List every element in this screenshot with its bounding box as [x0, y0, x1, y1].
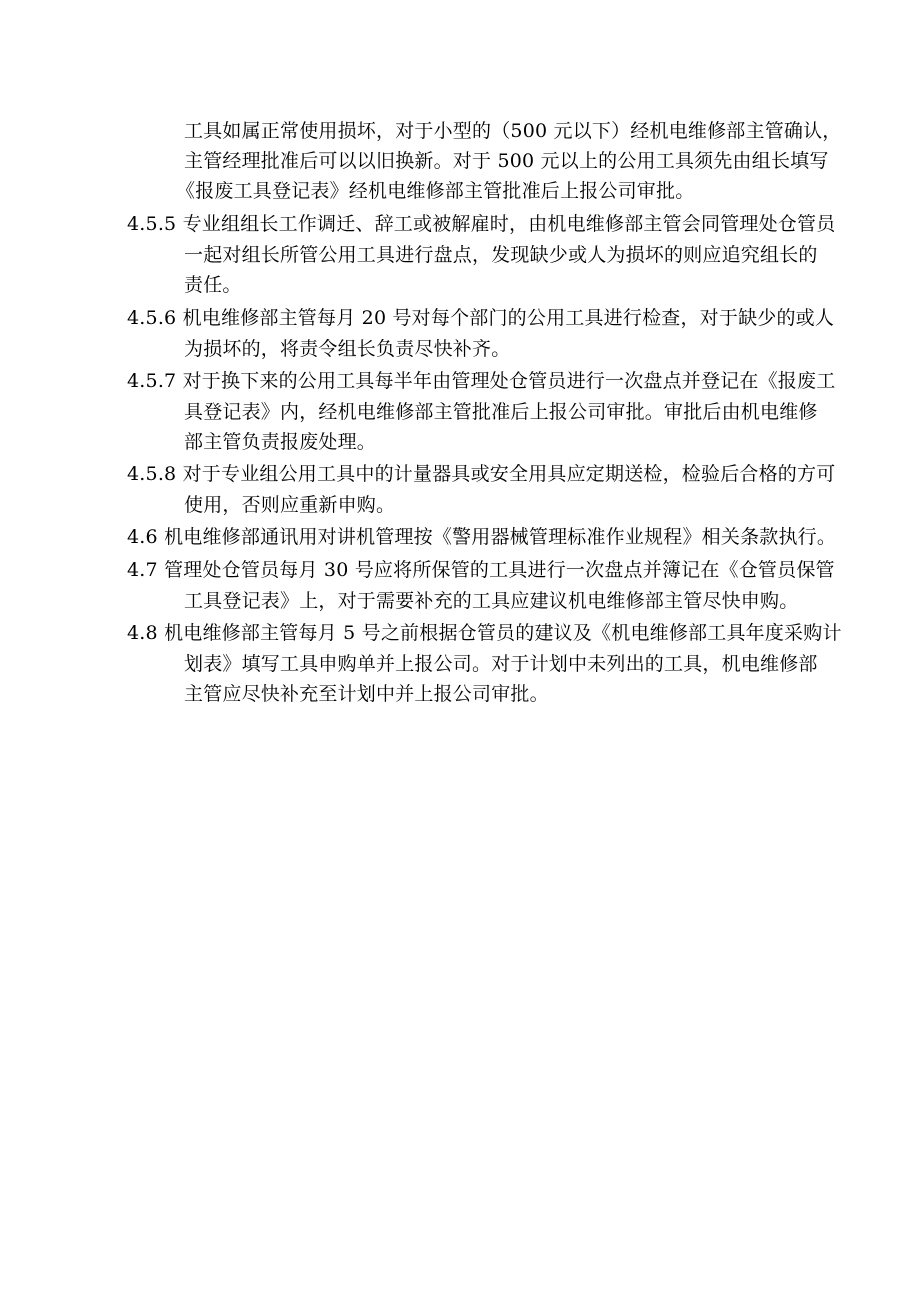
clause-4-7	[127, 555, 835, 585]
clause-number: 4.5.7	[127, 370, 177, 392]
clause-text: 专业组组长工作调迁、辞工或被解雇时，由机电维修部主管会同管理处仓管员	[182, 213, 836, 235]
intro-line: 《报废工具登记表》经机电维修部主管批准后上报公司审批。	[176, 180, 695, 202]
clause-number: 4.5.5	[127, 213, 177, 235]
clause-continuation: 划表》填写工具申购单并上报公司。对于计划中未列出的工具，机电维修部	[184, 653, 818, 675]
clause-4-5-5	[127, 209, 835, 239]
intro-line: 工具如属正常使用损坏，对于小型的（500 元以下）经机电维修部主管确认，	[184, 120, 842, 142]
clause-continuation: 主管应尽快补充至计划中并上报公司审批。	[184, 683, 549, 705]
clause-text: 管理处仓管员每月 30 号应将所保管的工具进行一次盘点并簿记在《仓管员保管	[164, 559, 835, 581]
clause-text: 对于换下来的公用工具每半年由管理处仓管员进行一次盘点并登记在《报废工	[182, 370, 836, 392]
clause-number: 4.5.6	[127, 307, 177, 329]
clause-4-5-7	[127, 366, 835, 396]
clause-continuation: 一起对组长所管公用工具进行盘点，发现缺少或人为损坏的则应追究组长的	[184, 244, 818, 266]
clause-number: 4.5.8	[127, 463, 177, 485]
clause-number: 4.6	[127, 526, 158, 548]
clause-continuation: 部主管负责报废处理。	[184, 431, 377, 453]
clause-continuation: 具登记表》内，经机电维修部主管批准后上报公司审批。审批后由机电维修	[184, 401, 818, 423]
clause-text: 对于专业组公用工具中的计量器具或安全用具应定期送检，检验后合格的方可	[182, 463, 836, 485]
clause-4-6	[127, 522, 836, 552]
intro-line: 主管经理批准后可以以旧换新。对于 500 元以上的公用工具须先由组长填写	[184, 150, 829, 172]
clause-text: 机电维修部主管每月 5 号之前根据仓管员的建议及《机电维修部工具年度采购计	[164, 622, 842, 644]
clause-4-5-6	[127, 303, 834, 333]
clause-continuation: 责任。	[184, 274, 242, 296]
clause-4-5-8	[127, 459, 835, 489]
clause-4-8	[127, 618, 842, 648]
clause-number: 4.8	[127, 622, 158, 644]
clause-continuation: 工具登记表》上，对于需要补充的工具应建议机电维修部主管尽快申购。	[184, 590, 799, 612]
clause-number: 4.7	[127, 559, 158, 581]
clause-text: 机电维修部主管每月 20 号对每个部门的公用工具进行检查，对于缺少的或人	[182, 307, 835, 329]
clause-continuation: 使用，否则应重新申购。	[184, 494, 396, 516]
clause-continuation: 为损坏的，将责令组长负责尽快补齐。	[184, 338, 511, 360]
clause-text: 机电维修部通讯用对讲机管理按《警用器械管理标准作业规程》相关条款执行。	[164, 526, 837, 548]
